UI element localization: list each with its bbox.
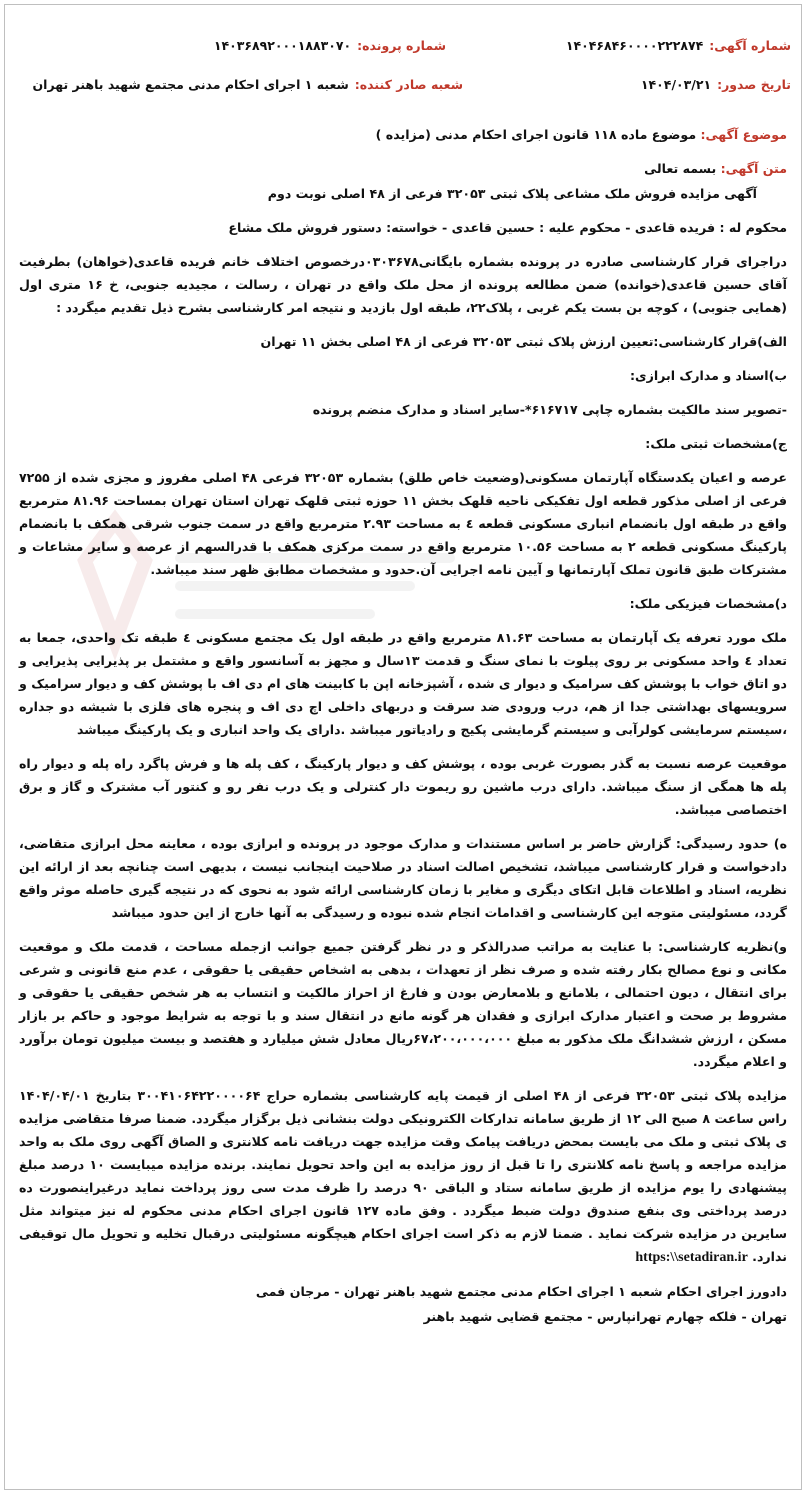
auction-text: مزایده پلاک ثبتی ۳۲۰۵۳ فرعی از ۴۸ اصلی از قیمت پایه کارشناسی بشماره حراج ۳۰۰۴۱۰۶۴۲۲۰۰۰۰۶۴ بتاریخ ۱۴۰۴/۰۴/۰۱ راس ساعت ۸ صبح الی ۱۲ از طریق سامانه تدارکات الکترونیکی دولت بنشانی ذیل برگزار میگردد. ضمنا صرفا متقاضی مزایده ی پلاک ثبتی و ملک می بایست بمحض دریافت پیامک وقت مزایده جهت دریافت نامه کلانتری و الصاق آگهی روی ملک به واحد مزایده مراجعه و پاسخ نامه کلانتری را تا قبل از روز مزایده به این واحد تحویل نمایند. برنده مزایده میبایست ۱۰ درصد مبلغ پیشنهادی را یوم مزایده از طریق سامانه ستاد و الباقی ۹۰ درصد را ظرف مدت سی روز پرداخت نماید درغیراینصورت ده درصد پرداختی وی بنفع صندوق دولت ضبط میگردد . وفق ماده ۱۲۷ قانون اجرای احکام مدنی محکوم له نیز میتواند مثل سایرین در مزایده شرکت نماید . ضمنا لازم به ذکر است اجرای احکام هیچگونه مسئولیتی درقبال تخلیه و تحویل مال توقیفی ندارد. xyxy=(19,1088,787,1264)
issue-date: ۱۴۰۴/۰۳/۲۱ xyxy=(640,77,712,92)
case-number-label: شماره پرونده: xyxy=(357,38,446,53)
case-number: ۱۴۰۳۶۸۹۲۰۰۰۱۸۸۳۰۷۰ xyxy=(213,38,352,53)
subject-row xyxy=(19,123,787,146)
issue-date-label: تاریخ صدور: xyxy=(717,77,791,92)
paragraph-documents: -تصویر سند مالکیت بشماره چاپی ۶۱۶۷۱۷*-سایر اسناد و مدارک منضم پرونده xyxy=(312,402,787,417)
ad-text-header xyxy=(19,157,787,180)
issuer: شعبه ۱ اجرای احکام مدنی مجتمع شهید باهنر تهران xyxy=(32,77,349,92)
paragraph-jim: ج)مشخصات ثبتی ملک: xyxy=(645,436,787,451)
subject-text: موضوع ماده ۱۱۸ قانون اجرای احکام مدنی (مزایده ) xyxy=(375,127,697,142)
notice-body xyxy=(19,123,787,1330)
notice-page xyxy=(4,4,802,1490)
setadiran-link[interactable]: https:\\setadiran.ir xyxy=(635,1250,748,1265)
bismillah: بسمه تعالی xyxy=(644,161,717,176)
paragraph-dal: د)مشخصات فیزیکی ملک: xyxy=(629,596,787,611)
paragraph-location: موقعیت عرصه نسبت به گذر بصورت غربی بوده ، پوشش کف و دیوار پارکینگ ، کف پله ها و فرش پاگرد راه پله و دیوار راه پله ها همگی از سنگ میباشد. دارای درب ماشین رو ریموت دار کنترلی و یک درب نفر رو و کنتور آب مشترک و گاز و برق اختصاصی میباشد. xyxy=(19,756,787,817)
paragraph-scope: ه) حدود رسیدگی: گزارش حاضر بر اساس مستندات و مدارک موجود در پرونده و ابرازی بوده ، معاینه محل ابرازی متقاضی، دادخواست و قرار کارشناسی میباشد، تشخیص اصالت اسناد در صلاحیت اینجانب نیست ، بدیهی است چنانچه بعد از ارائه این نظریه، اسناد و اطلاعات قابل اتکای دیگری و مغایر با زمان کارشناسی ارائه شود به نحوی که در نتیجه گیری حاصله موثر واقع گردد، مسئولیتی متوجه این کارشناسی و اقدامات انجام شده نبوده و رسیدگی به آنها خارج از این حدود میباشد xyxy=(19,836,787,920)
issuer-label: شعبه صادر کننده: xyxy=(354,77,463,92)
issuer-row xyxy=(33,77,463,93)
ad-title: آگهی مزایده فروش ملک مشاعی پلاک ثبتی ۳۲۰۵۳ فرعی از ۴۸ اصلی نوبت دوم xyxy=(267,186,757,201)
ad-number: ۱۴۰۴۶۸۴۶۰۰۰۰۲۲۲۸۷۴ xyxy=(565,38,704,53)
paragraph-opinion: و)نظریه کارشناسی: با عنایت به مراتب صدرالذکر و در نظر گرفتن جمیع جوانب ازجمله مساحت ، قدمت ملک و موقعیت مکانی و نوع مصالح بکار رفته شده و صرف نظر از تعهدات ، بدهی به اشخاص حقیقی یا حقوقی ، عدم منع قانونی و شرعی برای انتقال ، دیون احتمالی ، بلامانع و بلامعارض بودن و فارغ از احراز مالکیت و انتساب به هر شخص حقیقی یا حقوقی و مشروط بر صحت و اعتبار مدارک ابرازی و فقدان هر گونه مانع در انتقال سند و با توجه به شرایط موجود و حاکم بر بازار مسکن ، ارزش ششدانگ ملک مذکور به مبلغ ۶۷،۲۰۰،۰۰۰،۰۰۰ریال معادل شش میلیارد و هفتصد و بیست میلیون تومان برآورد و اعلام میگردد. xyxy=(19,939,787,1069)
paragraph-physical: ملک مورد تعرفه یک آپارتمان به مساحت ۸۱.۶۳ مترمربع واقع در طبقه اول یک مجتمع مسکونی ٤ طبقه تک واحدی، جمعا به تعداد ٤ واحد مسکونی بر روی پیلوت با نمای سنگ و قدمت ۱۳سال و مجهز به آسانسور واقع و مشتمل بر پذیرایی پذیرایی و دو اتاق خواب با پوشش کف سرامیک و دیوار ی شده ، آشپزخانه اپن با کابینت های ام دی اف با پوشش کف و دیوار سرامیک و سرویسهای بهداشتی جدا از هم، درب ورودی ضد سرقت و دربهای داخلی اچ دی اف و پنجره های فلزی با شیشه دو جداره ،سیستم سرمایشی کولرآبی و سیستم گرمایشی پکیج و رادیاتور میباشد .دارای یک واحد انباری و یک پارکینگ میباشد xyxy=(19,630,787,737)
paragraph-parties: محکوم له : فریده قاعدی - محکوم علیه : حسین قاعدی - خواسته: دستور فروش ملک مشاع xyxy=(228,220,787,235)
paragraph-be: ب)اسناد و مدارک ابرازی: xyxy=(630,368,787,383)
paragraph-alef: الف)قرار کارشناسی:تعیین ارزش پلاک ثبتی ۳۲۰۵۳ فرعی از ۴۸ اصلی بخش ۱۱ تهران xyxy=(260,334,787,349)
case-number-row xyxy=(214,38,446,54)
ad-number-row xyxy=(566,38,791,54)
ad-number-label: شماره آگهی: xyxy=(709,38,791,53)
paragraph-auction xyxy=(19,1084,787,1269)
paragraph-intro: دراجرای قرار کارشناسی صادره در پرونده بشماره بایگانی۰۳۰۳۶۷۸درخصوص اختلاف خانم فریده قاعدی(خواهان) بطرفیت آقای حسین قاعدی(خوانده) ضمن مطالعه پرونده از محل ملک واقع در تهران ، رسالت ، مجیدیه جنوبی، خ ۱۶ متری اول (همایی جنوبی) ، کوچه بن بست یکم غربی ، پلاک۲۲، طبقه اول بازدید و نتیجه امر کارشناسی بشرح ذیل تقدیم میگردد : xyxy=(19,254,787,315)
subject-label: موضوع آگهی: xyxy=(700,127,787,142)
paragraph-registry: عرصه و اعیان یکدستگاه آپارتمان مسکونی(وضعیت خاص طلق) بشماره ۳۲۰۵۳ فرعی ۴۸ اصلی مفروز و مجزی شده از ۷۲۵۵ فرعی از اصلی مذکور قطعه اول تفکیکی ناحیه قلهک بخش ۱۱ حوزه ثبتی قلهک تهران استان تهران بمساحت ۸۱.۹۶ مترمربع واقع در طبقه اول بانضمام انباری مسکونی قطعه ٤ به مساحت ۲.۹۳ مترمربع واقع در سمت جنوب شرقی همکف با بانضمام پارکینگ مسکونی قطعه ۲ به مساحت ۱۰.۵۶ مترمربع واقع در سمت مرکزی همکف با قدرالسهم از عرصه و سایر مشاعات و مشترکات طبق قانون تملک آپارتمانها و آیین نامه اجرایی آن.حدود و مشخصات مطابق ظهر سند میباشد. xyxy=(19,470,788,577)
signature-line-2: تهران - فلکه چهارم تهرانپارس - مجتمع قضایی شهید باهنر xyxy=(423,1309,787,1324)
signature-line-1: دادورز اجرای احکام شعبه ۱ اجرای احکام مدنی مجتمع شهید باهنر تهران - مرجان فمی xyxy=(255,1284,787,1299)
ad-text-label: متن آگهی: xyxy=(720,161,787,176)
issue-date-row xyxy=(641,77,791,93)
